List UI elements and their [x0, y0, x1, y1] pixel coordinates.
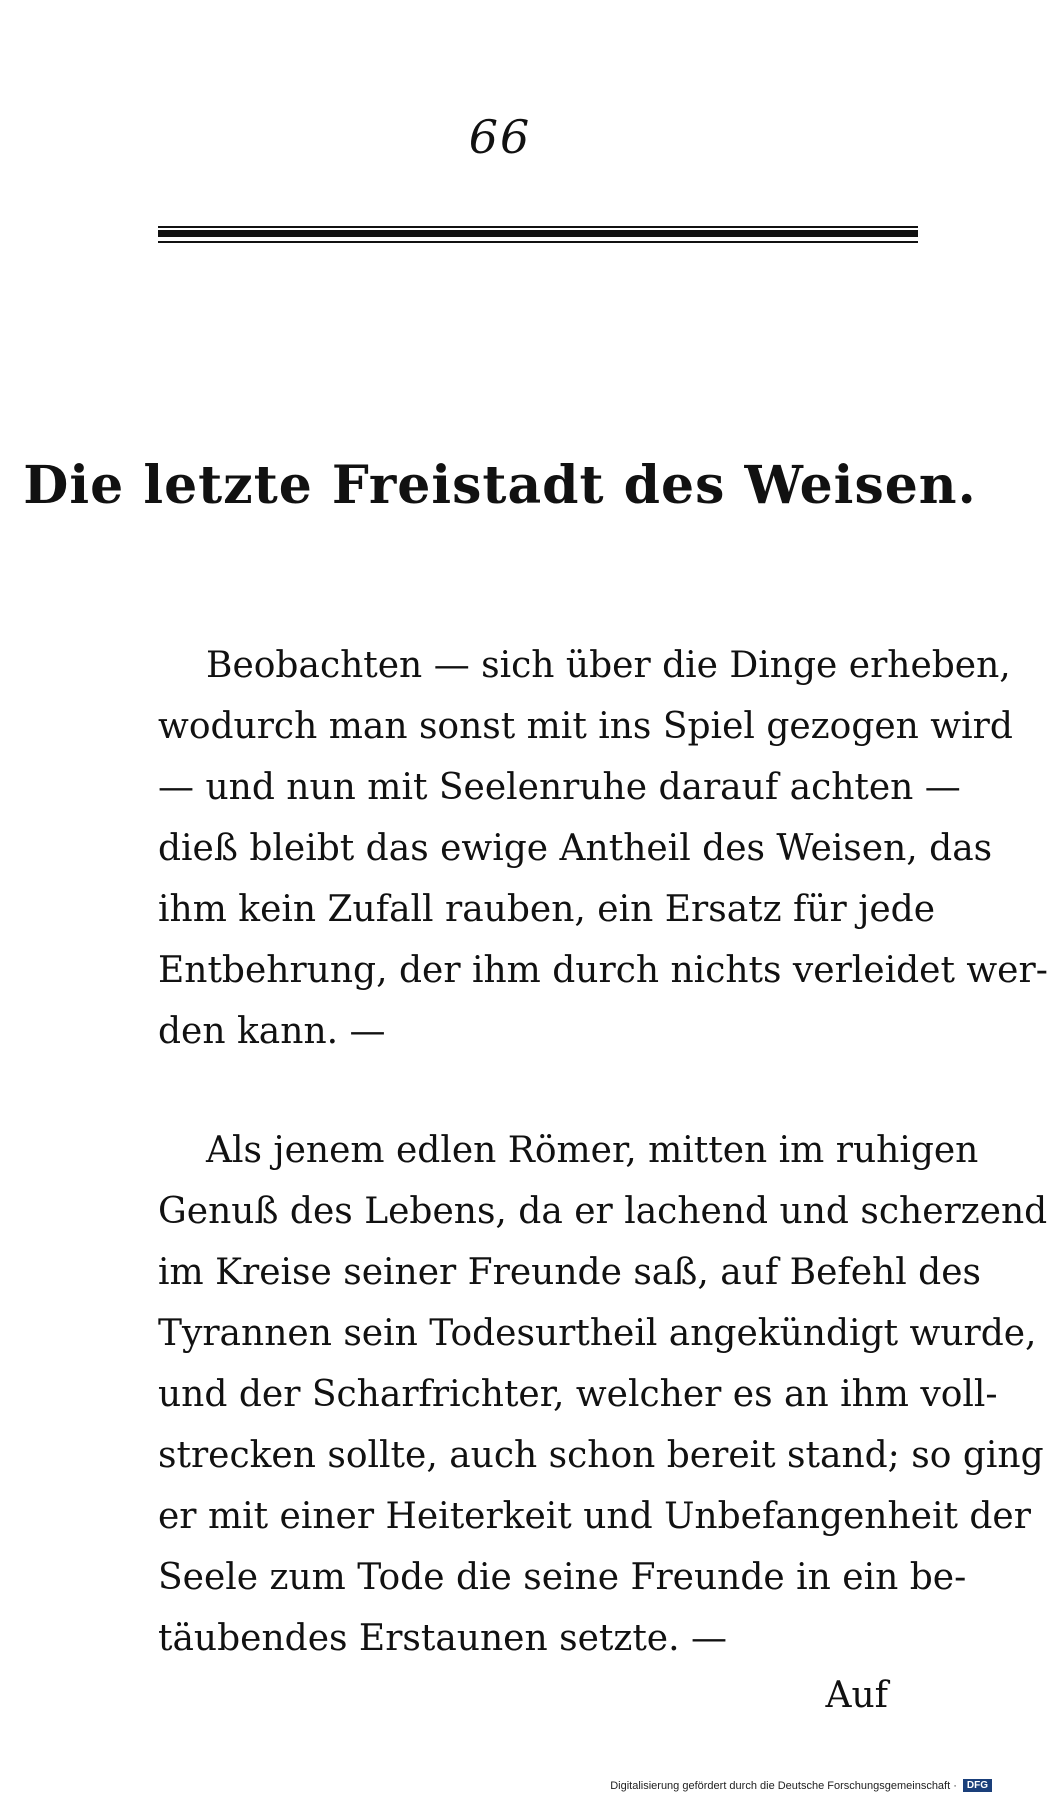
text-line: — und nun mit Seelenruhe darauf achten — — [158, 767, 961, 808]
digitization-credit — [610, 1779, 992, 1792]
credit-text: Digitalisierung gefördert durch die Deutsche Forschungsgemeinschaft · — [610, 1779, 957, 1792]
dfg-logo-icon: DFG — [963, 1779, 992, 1792]
text-line: dieß bleibt das ewige Antheil des Weisen, das — [158, 828, 993, 869]
page-number: 66 — [468, 110, 532, 164]
text-line: den kann. — — [158, 1011, 386, 1052]
text-line: strecken sollte, auch schon bereit stand; so ging — [158, 1435, 1044, 1476]
paragraph-2 — [158, 1120, 1048, 1669]
header-rule-top — [158, 226, 918, 228]
text-line: er mit einer Heiterkeit und Unbefangenheit der — [158, 1496, 1031, 1537]
text-line: Genuß des Lebens, da er lachend und scherzend — [158, 1191, 1048, 1232]
text-line: und der Scharfrichter, welcher es an ihm voll- — [158, 1374, 998, 1415]
chapter-title: Die letzte Freistadt des Weisen. — [23, 455, 977, 516]
text-line: Beobachten — sich über die Dinge erheben, — [206, 645, 1011, 686]
header-rule-thick — [158, 230, 918, 237]
catchword: Auf — [825, 1675, 888, 1716]
text-line: ihm kein Zufall rauben, ein Ersatz für jede — [158, 889, 936, 930]
text-line: Entbehrung, der ihm durch nichts verleidet wer- — [158, 950, 1048, 991]
text-line: wodurch man sonst mit ins Spiel gezogen wird — [158, 706, 1013, 747]
text-line: Seele zum Tode die seine Freunde in ein be- — [158, 1557, 967, 1598]
text-line: Als jenem edlen Römer, mitten im ruhigen — [206, 1130, 979, 1171]
header-rule-bottom — [158, 241, 918, 243]
text-line: täubendes Erstaunen setzte. — — [158, 1618, 727, 1659]
text-line: im Kreise seiner Freunde saß, auf Befehl des — [158, 1252, 981, 1293]
text-line: Tyrannen sein Todesurtheil angekündigt wurde, — [158, 1313, 1037, 1354]
paragraph-1 — [158, 635, 1048, 1062]
